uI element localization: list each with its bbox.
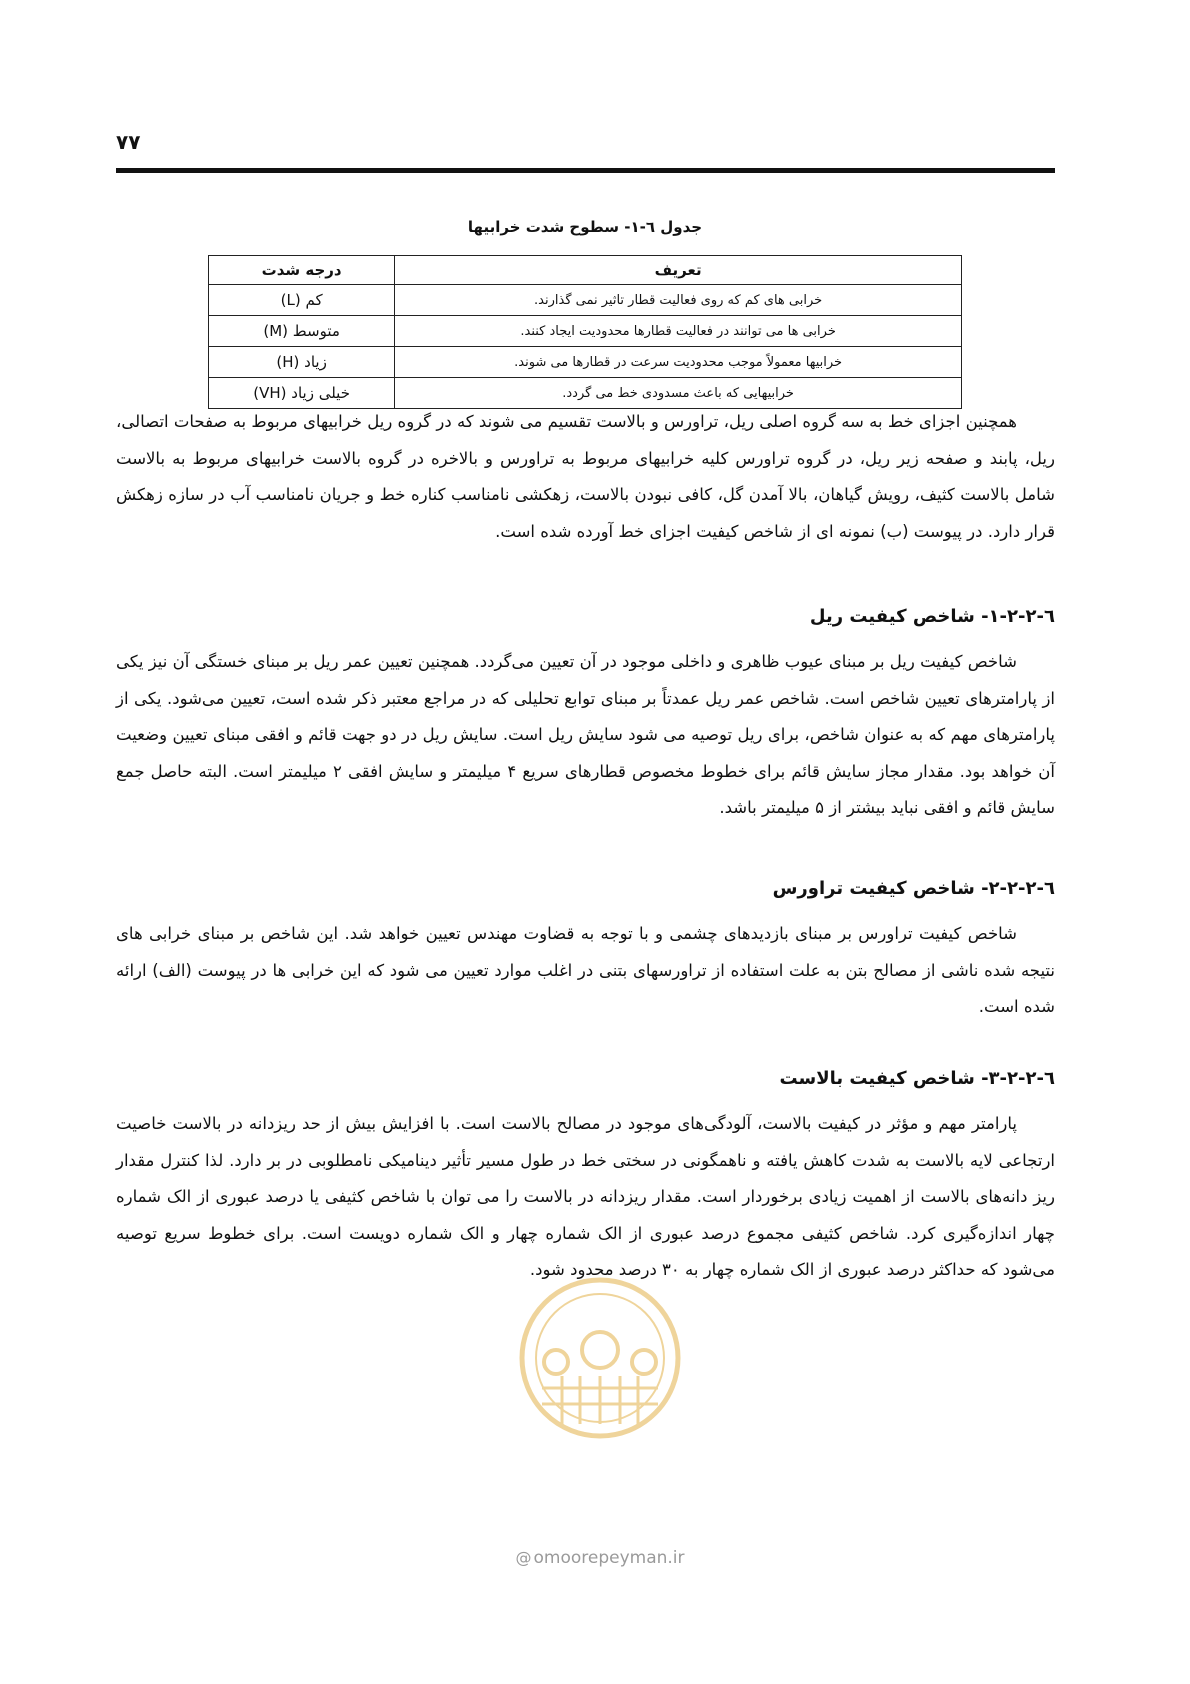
section-text-sleeper: شاخص کیفیت تراورس بر مبنای بازدیدهای چشمی و با توجه به قضاوت مهندس تعیین خواهد شد. این شاخص بر مبنای خرابی های نتیجه شده ناشی از مصالح بتن به علت استفاده از تراورسهای بتنی در اغلب موارد تعیین می شود که این خرابی ها در پیوست (الف) ارائه شده است. <box>116 924 1055 1016</box>
definition-cell: خرابیها معمولاً موجب محدودیت سرعت در قطارها می شوند. <box>395 347 962 378</box>
section-heading-rail: ٦-٢-٢-١- شاخص کیفیت ریل <box>809 606 1055 627</box>
definition-cell: خرابی ها می توانند در فعالیت قطارها محدودیت ایجاد کنند. <box>395 316 962 347</box>
header-rule <box>116 168 1055 173</box>
section-text-ballast: پارامتر مهم و مؤثر در کیفیت بالاست، آلودگی‌های موجود در مصالح بالاست است. با افزایش بیش از حد ریزدانه در بالاست خاصیت ارتجاعی لایه بالاست به شدت کاهش یافته و ناهمگونی در سختی خط در طول مسیر تأثیر دینامیکی نامطلوبی در بر دارد. لذا کنترل مقدار ریز دانه‌های بالاست از اهمیت زیادی برخوردار است. مقدار ریزدانه در بالاست را می توان با شاخص کثیفی یا درصد عبوری از الک شماره چهار اندازه‌گیری کرد. شاخص کثیفی مجموع درصد عبوری از الک شماره چهار و الک شماره دویست است. برای خطوط سریع توصیه می‌شود که حداکثر درصد عبوری از الک شماره چهار به ۳۰ درصد محدود شود. <box>116 1114 1055 1279</box>
header-severity: درجه شدت <box>209 256 395 285</box>
section-heading-ballast: ٦-٢-٢-٣- شاخص کیفیت بالاست <box>779 1068 1055 1089</box>
severity-table <box>208 255 962 409</box>
table-caption: جدول ٦-١- سطوح شدت خرابیها <box>467 218 703 236</box>
watermark-url-text: omoorepeyman.ir <box>533 1548 685 1568</box>
header-definition: تعریف <box>395 256 962 285</box>
table-row <box>209 347 962 378</box>
table-header-row <box>209 256 962 285</box>
definition-cell: خرابی های کم که روی فعالیت قطار تاثیر نمی گذارند. <box>395 285 962 316</box>
severity-cell: کم (L) <box>209 285 395 316</box>
definition-cell: خرابیهایی که باعث مسدودی خط می گردد. <box>395 378 962 409</box>
watermark-url <box>490 1548 710 1568</box>
severity-cell: زیاد (H) <box>209 347 395 378</box>
intro-paragraph: همچنین اجزای خط به سه گروه اصلی ریل، تراورس و بالاست تقسیم می شوند که در گروه ریل خرابیهای مربوط به صفحات اتصالی، ریل، پابند و صفحه زیر ریل، در گروه تراورس کلیه خرابیهای مربوط به تراورس و بالاخره در گروه بالاست خرابیهای مربوط به بالاست شامل بالاست کثیف، رویش گیاهان، بالا آمدن گل، کافی نبودن بالاست، زهکشی نامناسب کناره خط و جریان نامناسب آب در سازه زهکش قرار دارد. در پیوست (ب) نمونه ای از شاخص کیفیت اجزای خط آورده شده است. <box>116 412 1055 541</box>
watermark-seal <box>480 1258 720 1458</box>
section-heading-sleeper: ٦-٢-٢-٢- شاخص کیفیت تراورس <box>772 878 1055 899</box>
severity-cell: متوسط (M) <box>209 316 395 347</box>
at-icon: @ <box>515 1548 532 1567</box>
severity-cell: خیلی زیاد (VH) <box>209 378 395 409</box>
table-row <box>209 285 962 316</box>
section-text-rail: شاخص کیفیت ریل بر مبنای عیوب ظاهری و داخلی موجود در آن تعیین می‌گردد. همچنین تعیین عمر ریل بر مبنای خستگی آن نیز یکی از پارامترهای تعیین شاخص است. شاخص عمر ریل عمدتاً بر مبنای توابع تحلیلی که در مراجع معتبر ذکر شده است، تعیین می‌شود. یکی از پارامترهای مهم که به عنوان شاخص، برای ریل توصیه می شود سایش ریل است. سایش ریل در دو جهت قائم و افقی مبنای تعیین وضعیت آن خواهد بود. مقدار مجاز سایش قائم برای خطوط مخصوص قطارهای سریع ۴ میلیمتر و سایش افقی ۲ میلیمتر است. البته حاصل جمع سایش قائم و افقی نباید بیشتر از ۵ میلیمتر باشد. <box>116 652 1056 817</box>
table-row <box>209 316 962 347</box>
page-number: ۷۷ <box>116 130 141 154</box>
